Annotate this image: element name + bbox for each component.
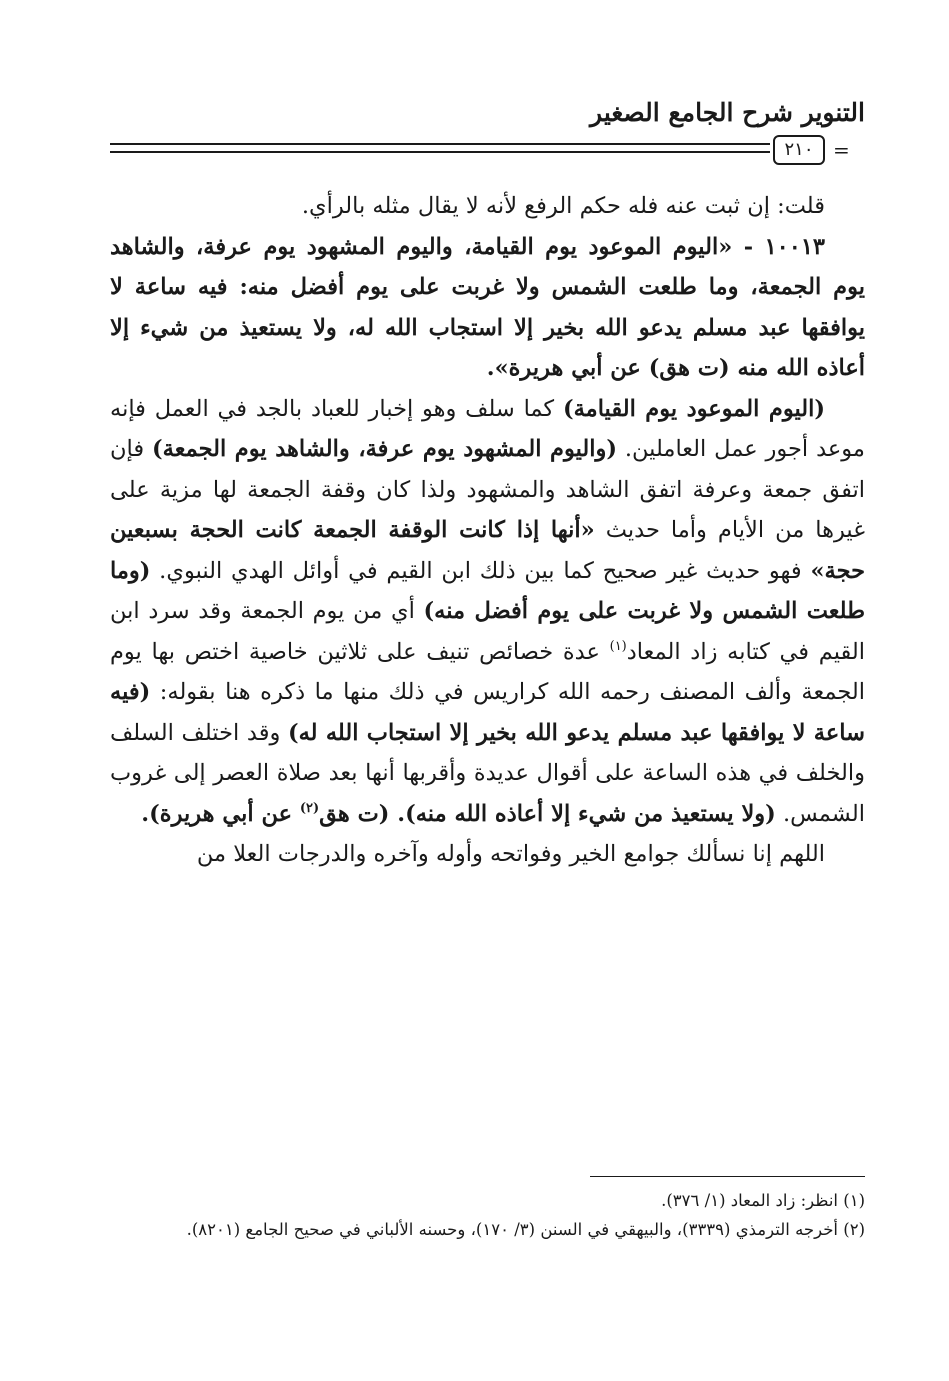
commentary-paragraph: [110, 389, 865, 835]
quote-segment: عن أبي هريرة).: [141, 800, 300, 827]
quote-segment: (ولا يستعيذ من شيء إلا أعاذه الله منه). (ت هق: [319, 800, 776, 827]
text-segment: فهو حديث غير صحيح كما بين ذلك ابن القيم في أوائل الهدي النبوي.: [150, 557, 811, 584]
paragraph-note: قلت: إن ثبت عنه فله حكم الرفع لأنه لا يقال مثله بالرأي.: [301, 193, 825, 219]
main-text: [110, 186, 865, 875]
header-rule-bottom: [110, 151, 770, 153]
footnote-1: (١) انظر: زاد المعاد (١/ ٣٧٦).: [661, 1191, 865, 1210]
quote-segment: «أنها إذا كانت الوقفة الجمعة كانت الحجة بسبعين حجة»: [110, 517, 865, 584]
footnote-ref-2: (٢): [299, 800, 320, 816]
quote-segment: (فيه ساعة لا يوافقها عبد مسلم يدعو الله بخير إلا استجاب الله له): [110, 679, 865, 746]
footnote-2: (٢) أخرجه الترمذي (٣٣٣٩)، والبيهقي في السنن (٣/ ١٧٠)، وحسنه الألباني في صحيح الجامع (٨٢٠١).: [186, 1220, 865, 1239]
page-number: ٢١٠: [773, 135, 825, 165]
quote-segment: (وما طلعت الشمس ولا غربت على يوم أفضل منه): [110, 557, 866, 624]
quote-segment: (واليوم المشهود يوم عرفة، والشاهد يوم الجمعة): [152, 436, 617, 462]
text-segment: فإن اتفق جمعة وعرفة اتفق الشاهد والمشهود ولذا كان وقفة الجمعة لها مزية على غيرها من الأيام وأما حديث: [110, 436, 865, 543]
header-rule-top: [110, 143, 770, 145]
hadith-text: ١٠٠١٣ - «اليوم الموعود يوم القيامة، واليوم المشهود يوم عرفة، والشاهد يوم الجمعة، وما طلعت الشمس ولا غربت على يوم أفضل منه: فيه ساعة لا يوافقها عبد مسلم يدعو الله بخير إلا استجاب الله له، ولا يستعيذ من شيء إلا أعاذه الله منه (ت هق) عن أبي هريرة».: [110, 233, 865, 381]
closing-paragraph: اللهم إنا نسألك جوامع الخير وفواتحه وأوله وآخره والدرجات العلا من: [196, 841, 825, 867]
quote-segment: (اليوم الموعود يوم القيامة): [562, 395, 825, 422]
text-segment: وقد اختلف السلف والخلف في هذه الساعة على أقوال عديدة وأقربها أنها بعد صلاة العصر إلى غروب الشمس.: [110, 719, 865, 827]
running-title: التنوير شرح الجامع الصغير: [590, 98, 865, 127]
footnote-separator: [590, 1176, 865, 1177]
text-segment: كما سلف وهو إخبار للعباد بالجد في العمل فإنه موعد أجور عمل العاملين.: [110, 395, 865, 462]
text-segment: عدة خصائص تنيف على ثلاثين خاصية اختص بها يوم الجمعة وألف المصنف رحمه الله كراريس في ذلك منها ما ذكره هنا بقوله:: [110, 638, 865, 705]
text-segment: أي من يوم الجمعة وقد سرد ابن القيم في كتابه زاد المعاد: [110, 598, 865, 665]
page-number-ornament: =: [833, 138, 850, 162]
footnote-ref-1: (١): [609, 638, 627, 654]
footnotes: [110, 1186, 865, 1244]
